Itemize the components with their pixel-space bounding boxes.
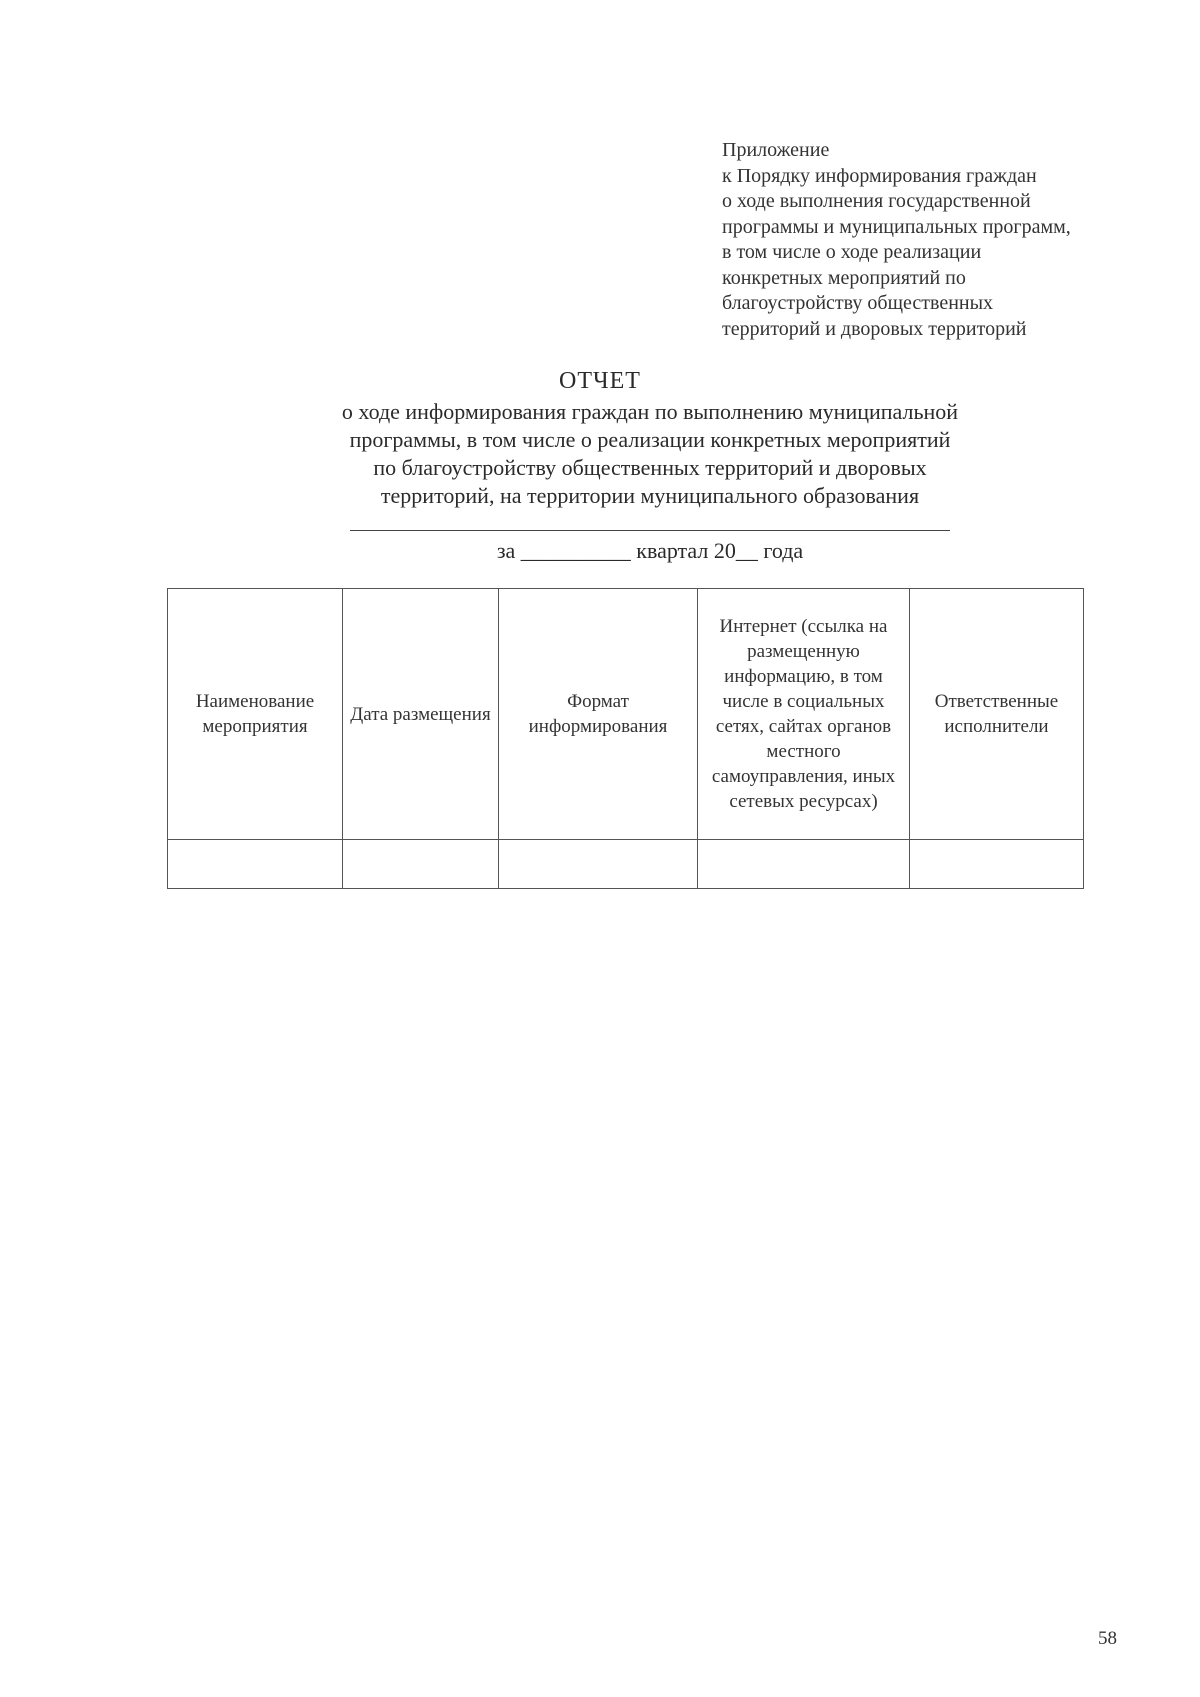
municipality-blank-line — [350, 530, 950, 531]
appendix-note — [722, 138, 1142, 342]
subtitle-line: по благоустройству общественных территорий и дворовых — [373, 455, 927, 480]
report-title: ОТЧЕТ — [559, 368, 641, 394]
appendix-line: программы и муниципальных программ, — [722, 215, 1071, 238]
subtitle-line: о ходе информирования граждан по выполнению муниципальной — [341, 399, 959, 424]
table-cell — [168, 840, 343, 889]
header-placement-date: Дата размещения — [343, 589, 499, 840]
page-number: 58 — [1098, 1628, 1117, 1649]
table-cell — [910, 840, 1084, 889]
appendix-line: Приложение — [722, 139, 830, 161]
header-responsible: Ответственные исполнители — [910, 589, 1084, 840]
appendix-line: конкретных мероприятий по — [722, 266, 966, 289]
table-row — [168, 840, 1084, 889]
table-cell — [698, 840, 910, 889]
report-period: за __________ квартал 20__ года — [496, 538, 804, 563]
report-subtitle — [0, 398, 1200, 510]
appendix-line: о ходе выполнения государственной — [722, 190, 1031, 212]
table-header-row — [168, 589, 1084, 840]
report-table — [167, 588, 1084, 889]
table-cell — [499, 840, 698, 889]
subtitle-line: программы, в том числе о реализации конкретных мероприятий — [349, 427, 951, 452]
appendix-line: к Порядку информирования граждан — [722, 164, 1037, 187]
table-cell — [343, 840, 499, 889]
header-info-format: Формат информирования — [499, 589, 698, 840]
subtitle-line: территорий, на территории муниципального образования — [380, 483, 920, 508]
header-internet-link: Интернет (ссылка на размещенную информацию, в том числе в социальных сетях, сайтах органов местного самоуправления, иных сетевых ресурсах) — [698, 589, 910, 840]
appendix-line: в том числе о ходе реализации — [722, 241, 982, 263]
appendix-line: благоустройству общественных — [722, 292, 994, 314]
appendix-line: территорий и дворовых территорий — [722, 317, 1027, 340]
header-event-name: Наименование мероприятия — [168, 589, 343, 840]
